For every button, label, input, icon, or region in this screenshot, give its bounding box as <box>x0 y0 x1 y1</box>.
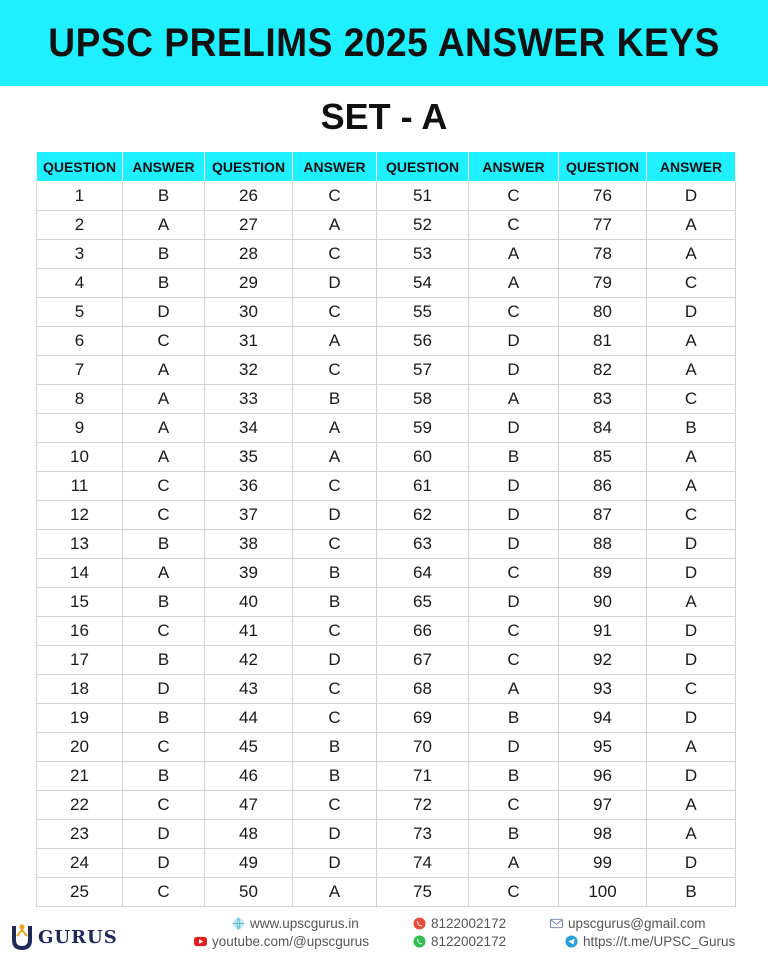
question-number: 69 <box>377 704 469 733</box>
question-number: 74 <box>377 849 469 878</box>
answer-cell: A <box>123 211 205 240</box>
question-number: 16 <box>37 617 123 646</box>
answer-cell: A <box>123 414 205 443</box>
answer-cell: A <box>647 472 736 501</box>
answer-cell: C <box>293 791 377 820</box>
whatsapp-icon <box>413 935 426 948</box>
question-number: 35 <box>205 443 293 472</box>
answer-cell: C <box>647 269 736 298</box>
table-row <box>37 791 736 820</box>
brand-mark <box>8 924 36 948</box>
table-row <box>37 414 736 443</box>
question-number: 78 <box>559 240 647 269</box>
answer-cell: B <box>469 443 559 472</box>
question-number: 75 <box>377 878 469 907</box>
question-number: 7 <box>37 356 123 385</box>
answer-cell: C <box>469 617 559 646</box>
question-number: 91 <box>559 617 647 646</box>
answer-cell: D <box>123 298 205 327</box>
question-number: 8 <box>37 385 123 414</box>
globe-icon <box>232 917 245 930</box>
answer-cell: C <box>647 385 736 414</box>
answer-cell: A <box>293 878 377 907</box>
telegram-link[interactable] <box>565 934 735 949</box>
answer-cell: C <box>469 559 559 588</box>
table-row <box>37 240 736 269</box>
page-title: UPSC PRELIMS 2025 ANSWER KEYS <box>48 20 720 65</box>
column-header: QUESTION <box>559 152 647 182</box>
answer-cell: C <box>469 298 559 327</box>
question-number: 50 <box>205 878 293 907</box>
answer-cell: D <box>293 820 377 849</box>
question-number: 85 <box>559 443 647 472</box>
table-row <box>37 472 736 501</box>
answer-cell: B <box>647 414 736 443</box>
answer-cell: B <box>293 559 377 588</box>
question-number: 13 <box>37 530 123 559</box>
question-number: 87 <box>559 501 647 530</box>
table-row <box>37 327 736 356</box>
question-number: 52 <box>377 211 469 240</box>
answer-cell: B <box>123 704 205 733</box>
phone-link[interactable] <box>413 916 506 931</box>
answer-cell: B <box>469 820 559 849</box>
answer-cell: C <box>123 617 205 646</box>
question-number: 83 <box>559 385 647 414</box>
title-banner <box>0 0 768 86</box>
whatsapp-link[interactable] <box>413 934 506 949</box>
question-number: 63 <box>377 530 469 559</box>
answer-cell: A <box>647 791 736 820</box>
answer-cell: B <box>123 762 205 791</box>
question-number: 41 <box>205 617 293 646</box>
question-number: 79 <box>559 269 647 298</box>
answer-cell: D <box>123 849 205 878</box>
question-number: 11 <box>37 472 123 501</box>
table-row <box>37 530 736 559</box>
answer-cell: B <box>647 878 736 907</box>
question-number: 97 <box>559 791 647 820</box>
mail-icon <box>550 917 563 930</box>
table-row <box>37 356 736 385</box>
telegram-text: https://t.me/UPSC_Gurus <box>583 934 736 949</box>
question-number: 73 <box>377 820 469 849</box>
question-number: 10 <box>37 443 123 472</box>
question-number: 2 <box>37 211 123 240</box>
answer-cell: C <box>293 675 377 704</box>
table-row <box>37 646 736 675</box>
answer-cell: D <box>123 820 205 849</box>
email-link[interactable] <box>550 916 706 931</box>
answer-cell: D <box>647 762 736 791</box>
answer-cell: D <box>469 501 559 530</box>
table-row <box>37 704 736 733</box>
question-number: 44 <box>205 704 293 733</box>
question-number: 46 <box>205 762 293 791</box>
question-number: 3 <box>37 240 123 269</box>
question-number: 62 <box>377 501 469 530</box>
answer-cell: B <box>469 704 559 733</box>
question-number: 89 <box>559 559 647 588</box>
question-number: 49 <box>205 849 293 878</box>
answer-cell: C <box>293 298 377 327</box>
answer-cell: D <box>647 646 736 675</box>
answer-cell: D <box>647 182 736 211</box>
table-row <box>37 298 736 327</box>
question-number: 65 <box>377 588 469 617</box>
footer <box>0 912 768 949</box>
question-number: 55 <box>377 298 469 327</box>
table-row <box>37 385 736 414</box>
brand-name: GURUS <box>38 927 118 948</box>
question-number: 39 <box>205 559 293 588</box>
question-number: 57 <box>377 356 469 385</box>
answer-cell: C <box>123 472 205 501</box>
answer-cell: D <box>647 298 736 327</box>
column-header: QUESTION <box>205 152 293 182</box>
question-number: 17 <box>37 646 123 675</box>
question-number: 24 <box>37 849 123 878</box>
youtube-link[interactable] <box>194 934 369 949</box>
question-number: 28 <box>205 240 293 269</box>
answer-cell: C <box>123 733 205 762</box>
answer-cell: B <box>293 733 377 762</box>
question-number: 92 <box>559 646 647 675</box>
answer-cell: A <box>469 240 559 269</box>
question-number: 34 <box>205 414 293 443</box>
answer-cell: A <box>469 269 559 298</box>
answer-cell: D <box>293 849 377 878</box>
youtube-icon <box>194 935 207 948</box>
question-number: 90 <box>559 588 647 617</box>
question-number: 25 <box>37 878 123 907</box>
answer-cell: D <box>293 269 377 298</box>
answer-cell: D <box>469 530 559 559</box>
table-row <box>37 211 736 240</box>
answer-cell: A <box>469 385 559 414</box>
answer-cell: D <box>647 530 736 559</box>
brand-logo <box>8 924 118 948</box>
question-number: 99 <box>559 849 647 878</box>
question-number: 15 <box>37 588 123 617</box>
question-number: 51 <box>377 182 469 211</box>
answer-cell: D <box>293 501 377 530</box>
question-number: 1 <box>37 182 123 211</box>
table-row <box>37 501 736 530</box>
table-row <box>37 559 736 588</box>
question-number: 93 <box>559 675 647 704</box>
question-number: 98 <box>559 820 647 849</box>
answer-cell: A <box>293 327 377 356</box>
question-number: 9 <box>37 414 123 443</box>
question-number: 67 <box>377 646 469 675</box>
answer-cell: D <box>647 704 736 733</box>
question-number: 20 <box>37 733 123 762</box>
answer-cell: B <box>123 182 205 211</box>
question-number: 14 <box>37 559 123 588</box>
answer-cell: C <box>469 182 559 211</box>
answer-cell: C <box>123 791 205 820</box>
question-number: 47 <box>205 791 293 820</box>
answer-cell: B <box>469 762 559 791</box>
table-row <box>37 762 736 791</box>
question-number: 100 <box>559 878 647 907</box>
column-header: QUESTION <box>377 152 469 182</box>
question-number: 66 <box>377 617 469 646</box>
question-number: 32 <box>205 356 293 385</box>
answer-cell: A <box>123 559 205 588</box>
question-number: 70 <box>377 733 469 762</box>
answer-cell: B <box>123 646 205 675</box>
question-number: 19 <box>37 704 123 733</box>
column-header: ANSWER <box>647 152 736 182</box>
answer-cell: D <box>293 646 377 675</box>
answer-cell: C <box>469 646 559 675</box>
question-number: 77 <box>559 211 647 240</box>
telegram-icon <box>565 935 578 948</box>
question-number: 12 <box>37 501 123 530</box>
header-row <box>37 152 736 182</box>
question-number: 94 <box>559 704 647 733</box>
question-number: 45 <box>205 733 293 762</box>
answer-cell: C <box>123 501 205 530</box>
table-row <box>37 588 736 617</box>
answer-cell: C <box>469 211 559 240</box>
question-number: 53 <box>377 240 469 269</box>
answer-cell: A <box>647 240 736 269</box>
answer-cell: D <box>469 472 559 501</box>
answer-cell: A <box>647 733 736 762</box>
question-number: 96 <box>559 762 647 791</box>
answer-cell: A <box>469 675 559 704</box>
question-number: 95 <box>559 733 647 762</box>
question-number: 36 <box>205 472 293 501</box>
question-number: 60 <box>377 443 469 472</box>
question-number: 72 <box>377 791 469 820</box>
answer-cell: D <box>469 733 559 762</box>
youtube-text: youtube.com/@upscgurus <box>212 934 370 949</box>
question-number: 5 <box>37 298 123 327</box>
answer-cell: C <box>293 182 377 211</box>
answer-cell: C <box>647 501 736 530</box>
table-row <box>37 182 736 211</box>
table-row <box>37 617 736 646</box>
question-number: 27 <box>205 211 293 240</box>
answer-key-table <box>36 151 736 907</box>
question-number: 6 <box>37 327 123 356</box>
answer-cell: C <box>469 878 559 907</box>
answer-cell: A <box>647 820 736 849</box>
answer-cell: C <box>123 878 205 907</box>
question-number: 38 <box>205 530 293 559</box>
answer-cell: C <box>293 472 377 501</box>
website-link[interactable] <box>232 916 359 931</box>
answer-cell: A <box>469 849 559 878</box>
question-number: 88 <box>559 530 647 559</box>
question-number: 81 <box>559 327 647 356</box>
question-number: 29 <box>205 269 293 298</box>
answer-cell: D <box>647 559 736 588</box>
table-body <box>37 182 736 907</box>
column-header: QUESTION <box>37 152 123 182</box>
column-header: ANSWER <box>469 152 559 182</box>
question-number: 42 <box>205 646 293 675</box>
question-number: 64 <box>377 559 469 588</box>
table-row <box>37 849 736 878</box>
answer-cell: A <box>123 356 205 385</box>
answer-cell: C <box>469 791 559 820</box>
question-number: 26 <box>205 182 293 211</box>
column-header: ANSWER <box>123 152 205 182</box>
set-title: SET - A <box>320 96 448 137</box>
question-number: 43 <box>205 675 293 704</box>
question-number: 31 <box>205 327 293 356</box>
table-row <box>37 443 736 472</box>
answer-cell: A <box>647 588 736 617</box>
answer-cell: B <box>123 530 205 559</box>
answer-cell: B <box>293 588 377 617</box>
answer-cell: D <box>469 327 559 356</box>
question-number: 18 <box>37 675 123 704</box>
phone-icon <box>413 917 426 930</box>
question-number: 76 <box>559 182 647 211</box>
answer-cell: D <box>123 675 205 704</box>
whatsapp-text: 8122002172 <box>431 934 507 949</box>
website-text: www.upscgurus.in <box>250 916 359 931</box>
answer-cell: A <box>647 356 736 385</box>
answer-cell: B <box>123 269 205 298</box>
table-row <box>37 820 736 849</box>
table-row <box>37 675 736 704</box>
email-text: upscgurus@gmail.com <box>568 916 706 931</box>
logo-icon <box>8 924 36 950</box>
question-number: 37 <box>205 501 293 530</box>
answer-cell: A <box>123 385 205 414</box>
answer-cell: C <box>293 704 377 733</box>
answer-cell: C <box>123 327 205 356</box>
table-row <box>37 269 736 298</box>
question-number: 58 <box>377 385 469 414</box>
question-number: 21 <box>37 762 123 791</box>
question-number: 84 <box>559 414 647 443</box>
answer-cell: B <box>293 762 377 791</box>
answer-cell: A <box>293 414 377 443</box>
question-number: 22 <box>37 791 123 820</box>
phone-text: 8122002172 <box>431 916 507 931</box>
answer-cell: C <box>293 356 377 385</box>
table-row <box>37 878 736 907</box>
answer-cell: A <box>647 327 736 356</box>
column-header: ANSWER <box>293 152 377 182</box>
question-number: 23 <box>37 820 123 849</box>
question-number: 86 <box>559 472 647 501</box>
question-number: 82 <box>559 356 647 385</box>
answer-cell: D <box>647 849 736 878</box>
answer-cell: D <box>469 356 559 385</box>
answer-cell: B <box>123 588 205 617</box>
answer-cell: D <box>469 414 559 443</box>
answer-cell: D <box>469 588 559 617</box>
answer-cell: C <box>293 530 377 559</box>
answer-cell: A <box>293 443 377 472</box>
question-number: 68 <box>377 675 469 704</box>
question-number: 54 <box>377 269 469 298</box>
question-number: 30 <box>205 298 293 327</box>
answer-cell: A <box>123 443 205 472</box>
question-number: 61 <box>377 472 469 501</box>
answer-cell: C <box>293 240 377 269</box>
answer-cell: A <box>293 211 377 240</box>
question-number: 59 <box>377 414 469 443</box>
answer-cell: A <box>647 443 736 472</box>
question-number: 33 <box>205 385 293 414</box>
question-number: 56 <box>377 327 469 356</box>
question-number: 4 <box>37 269 123 298</box>
answer-cell: A <box>647 211 736 240</box>
table-row <box>37 733 736 762</box>
answer-cell: B <box>123 240 205 269</box>
answer-cell: C <box>293 617 377 646</box>
question-number: 80 <box>559 298 647 327</box>
answer-cell: C <box>647 675 736 704</box>
answer-cell: D <box>647 617 736 646</box>
question-number: 40 <box>205 588 293 617</box>
question-number: 48 <box>205 820 293 849</box>
question-number: 71 <box>377 762 469 791</box>
answer-cell: B <box>293 385 377 414</box>
